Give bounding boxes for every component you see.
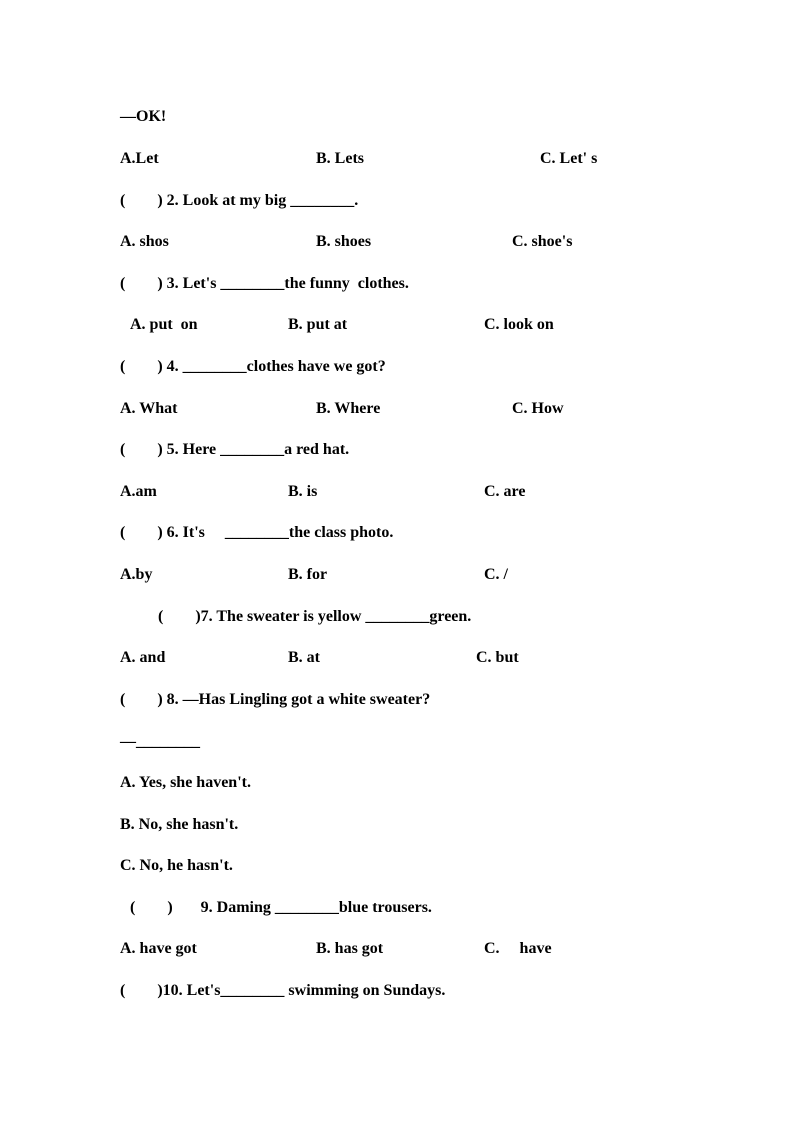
q5-option-a: A.am: [120, 483, 157, 500]
q9-option-b: B. has got: [316, 940, 384, 957]
q6-option-b: B. for: [288, 566, 328, 583]
q2-option-c: C. shoe's: [512, 233, 573, 250]
q8-option-a: A. Yes, she haven't.: [120, 774, 251, 791]
question-2: ( ) 2. Look at my big ________.: [120, 192, 359, 209]
q9-option-c: C. have: [484, 940, 552, 957]
q1-option-a: A.Let: [120, 150, 159, 167]
q8-option-b: B. No, she hasn't.: [120, 816, 239, 833]
q8-option-c: C. No, he hasn't.: [120, 857, 233, 874]
q6-option-a: A.by: [120, 566, 153, 583]
q2-option-a: A. shos: [120, 233, 169, 250]
q3-option-b: B. put at: [288, 316, 348, 333]
q5-option-b: B. is: [288, 483, 318, 500]
answer-ok-line: —OK!: [120, 108, 167, 125]
q7-option-c: C. but: [476, 649, 519, 666]
q8-answer-blank: —________: [120, 733, 200, 750]
question-6: ( ) 6. It's ________the class photo.: [120, 524, 394, 541]
q1-option-c: C. Let' s: [540, 150, 598, 167]
q5-option-c: C. are: [484, 483, 526, 500]
q7-option-a: A. and: [120, 649, 166, 666]
question-10: ( )10. Let's________ swimming on Sundays.: [120, 982, 446, 999]
question-4: ( ) 4. ________clothes have we got?: [120, 358, 386, 375]
question-8: ( ) 8. —Has Lingling got a white sweater?: [120, 691, 431, 708]
q3-option-c: C. look on: [484, 316, 554, 333]
q3-option-a: A. put on: [130, 316, 198, 333]
question-7: ( )7. The sweater is yellow ________green.: [158, 608, 472, 625]
q2-option-b: B. shoes: [316, 233, 372, 250]
q7-option-b: B. at: [288, 649, 320, 666]
q4-option-a: A. What: [120, 400, 178, 417]
question-3: ( ) 3. Let's ________the funny clothes.: [120, 275, 409, 292]
q9-option-a: A. have got: [120, 940, 197, 957]
q4-option-b: B. Where: [316, 400, 381, 417]
question-5: ( ) 5. Here ________a red hat.: [120, 441, 350, 458]
q4-option-c: C. How: [512, 400, 564, 417]
q1-option-b: B. Lets: [316, 150, 364, 167]
question-9: ( ) 9. Daming ________blue trousers.: [130, 899, 432, 916]
q6-option-c: C. /: [484, 566, 508, 583]
